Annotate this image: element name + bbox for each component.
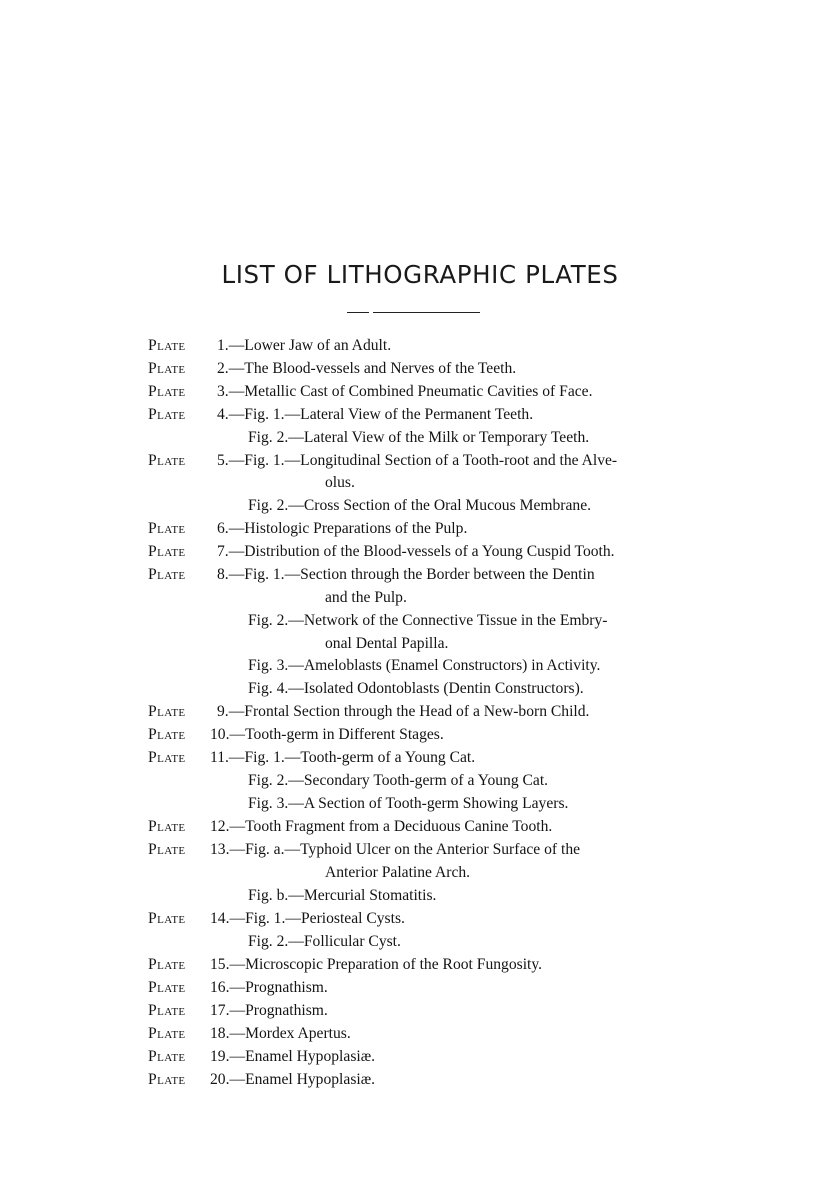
plate-label: Plate [148,520,186,537]
plate-label: Plate [148,1002,186,1019]
plate-label: Plate [148,452,186,469]
sub-entry: Fig. 2.—Follicular Cyst. [248,933,401,950]
entry-text: 1.—Lower Jaw of an Adult. [217,337,392,354]
entry-text: 14.—Fig. 1.—Periosteal Cysts. [210,910,405,927]
plate-label: Plate [148,910,186,927]
continuation-line: Anterior Palatine Arch. [325,864,471,881]
entry-text: 12.—Tooth Fragment from a Deciduous Canine Tooth. [210,818,553,835]
entry-text: 5.—Fig. 1.—Longitudinal Section of a Tooth-root and the Alve- [217,452,618,469]
entry-text: 17.—Prognathism. [210,1002,328,1019]
entry-text: 13.—Fig. a.—Typhoid Ulcer on the Anterior Surface of the [210,841,581,858]
plate-label: Plate [148,749,186,766]
page-title: LIST OF LITHOGRAPHIC PLATES [221,260,619,289]
entry-text: 8.—Fig. 1.—Section through the Border between the Dentin [217,566,595,583]
entry-text: 3.—Metallic Cast of Combined Pneumatic Cavities of Face. [217,383,593,400]
plate-label: Plate [148,566,186,583]
plate-label: Plate [148,703,186,720]
entry-text: 2.—The Blood-vessels and Nerves of the Teeth. [217,360,517,377]
entry-text: 18.—Mordex Apertus. [210,1025,351,1042]
plate-label: Plate [148,1025,186,1042]
sub-entry: Fig. 3.—Ameloblasts (Enamel Constructors) in Activity. [248,657,601,674]
entry-text: 20.—Enamel Hypoplasiæ. [210,1071,376,1088]
title-rule-short [347,312,369,313]
continuation-line: onal Dental Papilla. [325,635,449,652]
entry-text: 9.—Frontal Section through the Head of a New-born Child. [217,703,590,720]
entry-text: 11.—Fig. 1.—Tooth-germ of a Young Cat. [210,749,476,766]
plate-label: Plate [148,360,186,377]
plate-label: Plate [148,979,186,996]
entry-text: 10.—Tooth-germ in Different Stages. [210,726,444,743]
plate-label: Plate [148,726,186,743]
plate-label: Plate [148,1071,186,1088]
title-rule-long [373,312,480,313]
continuation-line: and the Pulp. [325,589,407,606]
sub-entry: Fig. 2.—Network of the Connective Tissue in the Embry- [248,612,608,629]
plate-label: Plate [148,406,186,423]
entry-text: 4.—Fig. 1.—Lateral View of the Permanent Teeth. [217,406,534,423]
entry-text: 6.—Histologic Preparations of the Pulp. [217,520,468,537]
sub-entry: Fig. 2.—Secondary Tooth-germ of a Young Cat. [248,772,549,789]
entry-text: 19.—Enamel Hypoplasiæ. [210,1048,376,1065]
sub-entry: Fig. b.—Mercurial Stomatitis. [248,887,437,904]
plate-label: Plate [148,1048,186,1065]
sub-entry: Fig. 2.—Lateral View of the Milk or Temporary Teeth. [248,429,590,446]
plate-label: Plate [148,383,186,400]
plate-label: Plate [148,337,186,354]
plate-label: Plate [148,956,186,973]
entry-text: 15.—Microscopic Preparation of the Root Fungosity. [210,956,543,973]
plate-label: Plate [148,841,186,858]
entry-text: 7.—Distribution of the Blood-vessels of a Young Cuspid Tooth. [217,543,615,560]
continuation-line: olus. [325,474,355,491]
sub-entry: Fig. 4.—Isolated Odontoblasts (Dentin Constructors). [248,680,584,697]
entry-text: 16.—Prognathism. [210,979,328,996]
sub-entry: Fig. 2.—Cross Section of the Oral Mucous Membrane. [248,497,592,514]
plate-label: Plate [148,818,186,835]
sub-entry: Fig. 3.—A Section of Tooth-germ Showing Layers. [248,795,569,812]
plate-label: Plate [148,543,186,560]
